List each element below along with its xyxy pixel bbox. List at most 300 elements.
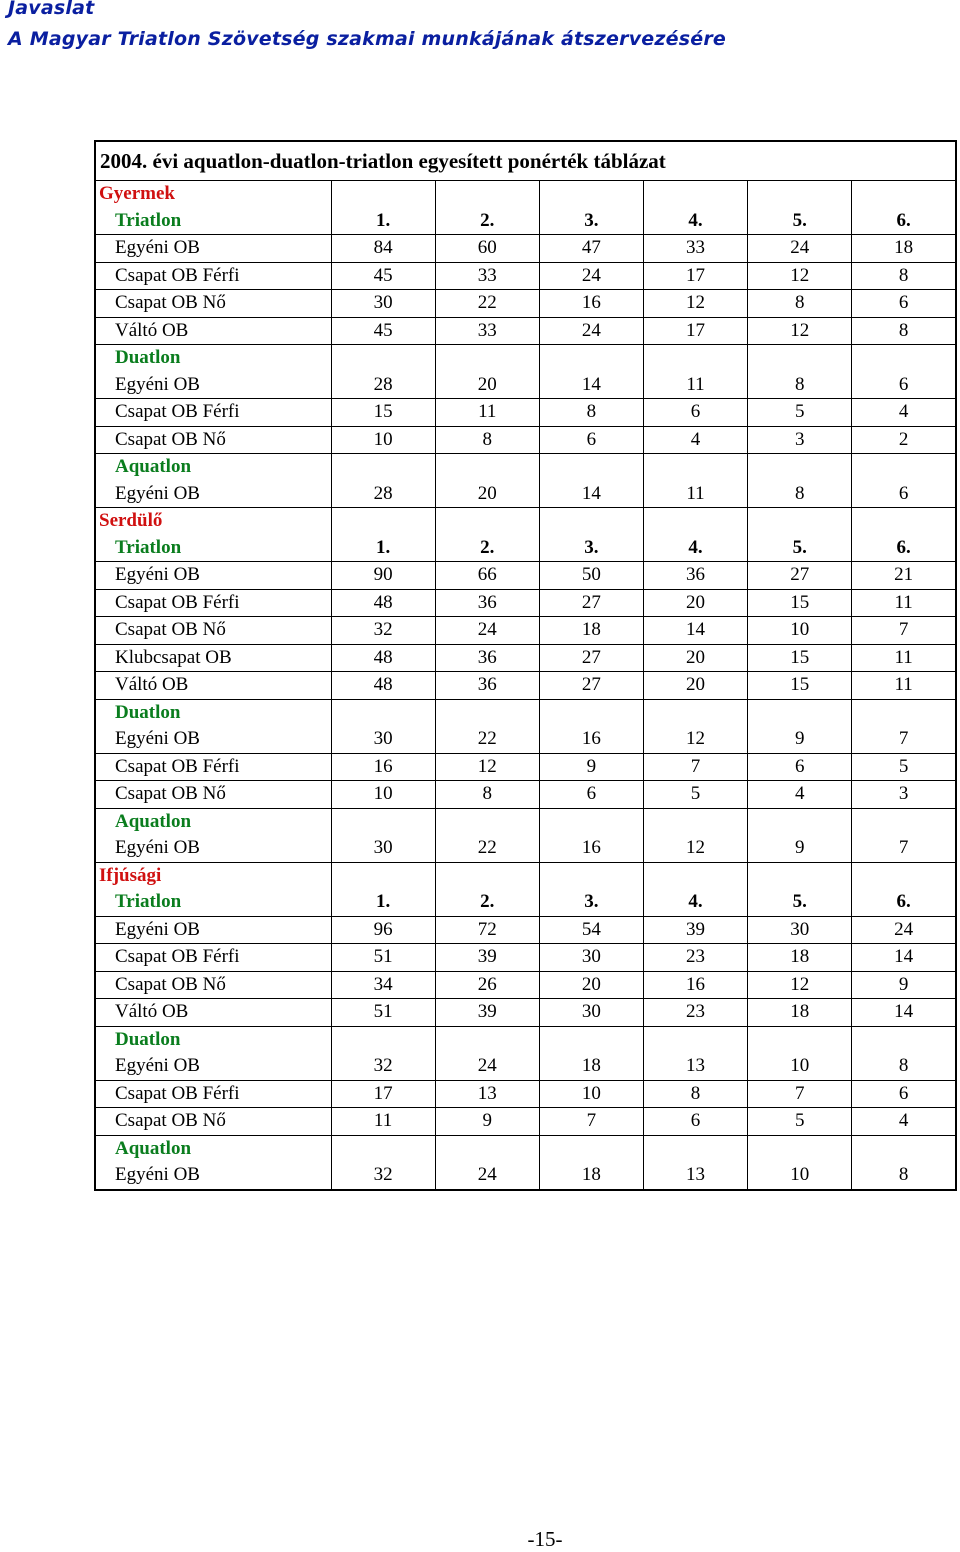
points-cell: 14 <box>643 617 747 645</box>
points-cell: 10 <box>539 1080 643 1108</box>
table-row <box>95 562 956 590</box>
points-cell: 84 <box>331 235 435 263</box>
points-cell: 8 <box>748 481 852 508</box>
points-cell <box>852 862 956 889</box>
rank-header-cell: 2. <box>435 208 539 235</box>
points-cell: 7 <box>852 835 956 862</box>
points-cell: 12 <box>748 317 852 345</box>
points-cell: 28 <box>331 372 435 399</box>
table-row <box>95 726 956 753</box>
points-cell: 7 <box>748 1080 852 1108</box>
age-group-row <box>95 508 956 535</box>
age-group-label: Ifjúsági <box>95 862 331 889</box>
points-cell <box>852 1135 956 1162</box>
points-cell: 28 <box>331 481 435 508</box>
points-cell: 8 <box>748 290 852 318</box>
table-row <box>95 753 956 781</box>
points-cell: 18 <box>852 235 956 263</box>
points-cell: 50 <box>539 562 643 590</box>
points-cell: 14 <box>852 999 956 1027</box>
points-cell: 24 <box>435 1053 539 1080</box>
points-cell <box>331 1026 435 1053</box>
table-row <box>95 372 956 399</box>
points-cell: 6 <box>643 1108 747 1136</box>
rank-header-cell: 5. <box>748 208 852 235</box>
discipline-label: Triatlon <box>95 535 331 562</box>
points-cell: 51 <box>331 999 435 1027</box>
points-cell <box>331 862 435 889</box>
event-label: Csapat OB Nő <box>95 781 331 809</box>
event-label: Egyéni OB <box>95 562 331 590</box>
points-cell <box>331 508 435 535</box>
points-cell: 17 <box>331 1080 435 1108</box>
points-cell: 24 <box>852 916 956 944</box>
rank-header-cell: 3. <box>539 889 643 916</box>
points-cell: 23 <box>643 999 747 1027</box>
points-cell: 11 <box>852 589 956 617</box>
points-cell: 6 <box>539 426 643 454</box>
table-row <box>95 1080 956 1108</box>
points-cell <box>539 454 643 481</box>
document-header-title: Javaslat <box>8 0 95 19</box>
table-row <box>95 1108 956 1136</box>
points-cell: 20 <box>643 589 747 617</box>
points-cell: 12 <box>643 290 747 318</box>
points-cell: 12 <box>435 753 539 781</box>
points-cell: 5 <box>643 781 747 809</box>
points-cell: 30 <box>539 999 643 1027</box>
points-cell: 9 <box>748 835 852 862</box>
rank-header-cell: 6. <box>852 889 956 916</box>
table-row <box>95 290 956 318</box>
points-cell: 5 <box>748 399 852 427</box>
points-cell <box>435 454 539 481</box>
points-cell: 13 <box>643 1162 747 1190</box>
table-row <box>95 617 956 645</box>
points-cell: 4 <box>852 1108 956 1136</box>
points-cell <box>539 862 643 889</box>
discipline-label: Duatlon <box>95 1026 331 1053</box>
rank-header-cell: 2. <box>435 535 539 562</box>
points-cell <box>539 1026 643 1053</box>
points-cell: 20 <box>643 644 747 672</box>
document-header-subtitle: A Magyar Triatlon Szövetség szakmai munkájának átszervezésére <box>8 28 726 50</box>
points-cell: 11 <box>852 644 956 672</box>
points-cell: 10 <box>748 617 852 645</box>
points-cell: 18 <box>748 999 852 1027</box>
points-cell: 22 <box>435 835 539 862</box>
points-cell: 7 <box>852 617 956 645</box>
table-row <box>95 262 956 290</box>
event-label: Csapat OB Férfi <box>95 1080 331 1108</box>
points-cell <box>852 508 956 535</box>
points-cell: 60 <box>435 235 539 263</box>
points-cell: 96 <box>331 916 435 944</box>
points-cell: 34 <box>331 971 435 999</box>
points-cell <box>331 345 435 372</box>
points-cell: 33 <box>435 262 539 290</box>
points-cell: 9 <box>539 753 643 781</box>
points-cell <box>852 808 956 835</box>
event-label: Egyéni OB <box>95 481 331 508</box>
points-cell <box>331 1135 435 1162</box>
points-cell <box>852 1026 956 1053</box>
points-cell: 10 <box>748 1053 852 1080</box>
discipline-row <box>95 535 956 562</box>
table-row <box>95 589 956 617</box>
points-cell: 8 <box>852 262 956 290</box>
points-cell <box>539 808 643 835</box>
event-label: Csapat OB Férfi <box>95 753 331 781</box>
points-cell <box>435 1135 539 1162</box>
points-cell: 27 <box>539 644 643 672</box>
discipline-row <box>95 889 956 916</box>
event-label: Csapat OB Nő <box>95 290 331 318</box>
points-cell: 18 <box>539 1162 643 1190</box>
rank-header-cell: 1. <box>331 535 435 562</box>
points-cell: 16 <box>539 835 643 862</box>
event-label: Csapat OB Nő <box>95 617 331 645</box>
points-cell <box>852 699 956 726</box>
points-cell: 45 <box>331 317 435 345</box>
points-cell: 13 <box>643 1053 747 1080</box>
points-cell: 14 <box>539 372 643 399</box>
table-row <box>95 481 956 508</box>
points-cell <box>331 699 435 726</box>
points-cell: 17 <box>643 317 747 345</box>
table-row <box>95 399 956 427</box>
points-cell: 48 <box>331 672 435 700</box>
points-cell <box>748 508 852 535</box>
event-label: Egyéni OB <box>95 1053 331 1080</box>
points-cell <box>331 454 435 481</box>
points-cell <box>643 699 747 726</box>
points-cell: 18 <box>539 1053 643 1080</box>
points-cell <box>748 862 852 889</box>
points-cell: 12 <box>643 835 747 862</box>
points-cell: 23 <box>643 944 747 972</box>
points-cell: 39 <box>643 916 747 944</box>
points-cell: 20 <box>643 672 747 700</box>
points-cell: 24 <box>435 1162 539 1190</box>
table-row <box>95 1053 956 1080</box>
rank-header-cell: 4. <box>643 208 747 235</box>
points-cell: 36 <box>643 562 747 590</box>
points-cell: 48 <box>331 644 435 672</box>
points-cell: 8 <box>852 1162 956 1190</box>
points-cell: 7 <box>852 726 956 753</box>
points-cell: 8 <box>539 399 643 427</box>
points-cell: 20 <box>435 481 539 508</box>
points-cell: 9 <box>435 1108 539 1136</box>
points-cell <box>435 862 539 889</box>
points-cell: 24 <box>539 317 643 345</box>
points-cell: 32 <box>331 617 435 645</box>
points-cell: 27 <box>539 589 643 617</box>
points-cell: 16 <box>539 290 643 318</box>
points-cell: 3 <box>748 426 852 454</box>
discipline-row <box>95 808 956 835</box>
event-label: Csapat OB Férfi <box>95 399 331 427</box>
points-cell <box>748 699 852 726</box>
event-label: Csapat OB Nő <box>95 426 331 454</box>
points-cell: 6 <box>643 399 747 427</box>
event-label: Váltó OB <box>95 999 331 1027</box>
discipline-row <box>95 208 956 235</box>
points-cell <box>643 862 747 889</box>
points-cell: 11 <box>852 672 956 700</box>
points-cell: 10 <box>331 781 435 809</box>
points-cell: 30 <box>748 916 852 944</box>
points-cell <box>435 699 539 726</box>
points-cell: 20 <box>539 971 643 999</box>
points-cell: 4 <box>852 399 956 427</box>
points-cell <box>748 345 852 372</box>
event-label: Egyéni OB <box>95 916 331 944</box>
points-cell: 30 <box>331 835 435 862</box>
rank-header-cell: 5. <box>748 889 852 916</box>
points-cell: 4 <box>643 426 747 454</box>
points-cell: 7 <box>539 1108 643 1136</box>
points-cell <box>748 181 852 208</box>
points-cell: 22 <box>435 290 539 318</box>
points-cell: 6 <box>852 1080 956 1108</box>
points-cell: 15 <box>331 399 435 427</box>
points-cell: 14 <box>852 944 956 972</box>
age-group-row <box>95 181 956 208</box>
points-cell <box>643 181 747 208</box>
points-cell <box>643 454 747 481</box>
points-cell: 22 <box>435 726 539 753</box>
points-cell: 8 <box>643 1080 747 1108</box>
discipline-row <box>95 454 956 481</box>
points-cell: 17 <box>643 262 747 290</box>
points-cell <box>435 808 539 835</box>
points-cell: 32 <box>331 1162 435 1190</box>
points-cell <box>435 1026 539 1053</box>
rank-header-cell: 2. <box>435 889 539 916</box>
points-cell: 15 <box>748 672 852 700</box>
table-row <box>95 1162 956 1190</box>
points-cell: 9 <box>852 971 956 999</box>
points-cell: 33 <box>435 317 539 345</box>
rank-header-cell: 3. <box>539 208 643 235</box>
points-cell: 12 <box>643 726 747 753</box>
table-row <box>95 317 956 345</box>
event-label: Egyéni OB <box>95 372 331 399</box>
points-cell <box>539 1135 643 1162</box>
points-cell: 14 <box>539 481 643 508</box>
points-cell: 7 <box>643 753 747 781</box>
rank-header-cell: 1. <box>331 889 435 916</box>
event-label: Csapat OB Nő <box>95 971 331 999</box>
points-cell <box>539 699 643 726</box>
points-cell <box>331 181 435 208</box>
points-cell <box>852 345 956 372</box>
table-row <box>95 944 956 972</box>
rank-header-cell: 4. <box>643 535 747 562</box>
points-cell <box>435 345 539 372</box>
points-cell: 16 <box>539 726 643 753</box>
points-cell <box>748 1026 852 1053</box>
points-cell: 21 <box>852 562 956 590</box>
points-cell: 10 <box>748 1162 852 1190</box>
points-cell <box>852 454 956 481</box>
points-cell: 3 <box>852 781 956 809</box>
event-label: Csapat OB Nő <box>95 1108 331 1136</box>
event-label: Csapat OB Férfi <box>95 262 331 290</box>
points-cell: 18 <box>539 617 643 645</box>
points-cell: 20 <box>435 372 539 399</box>
points-cell: 36 <box>435 644 539 672</box>
points-cell: 24 <box>435 617 539 645</box>
points-cell: 4 <box>748 781 852 809</box>
points-cell: 6 <box>852 481 956 508</box>
rank-header-cell: 6. <box>852 535 956 562</box>
points-cell: 18 <box>748 944 852 972</box>
event-label: Csapat OB Férfi <box>95 944 331 972</box>
discipline-label: Aquatlon <box>95 454 331 481</box>
event-label: Csapat OB Férfi <box>95 589 331 617</box>
points-cell: 12 <box>748 971 852 999</box>
points-cell: 11 <box>435 399 539 427</box>
rank-header-cell: 5. <box>748 535 852 562</box>
points-cell: 39 <box>435 999 539 1027</box>
points-cell: 27 <box>748 562 852 590</box>
points-cell: 72 <box>435 916 539 944</box>
event-label: Klubcsapat OB <box>95 644 331 672</box>
event-label: Egyéni OB <box>95 235 331 263</box>
discipline-label: Duatlon <box>95 345 331 372</box>
table-row <box>95 999 956 1027</box>
table-row <box>95 426 956 454</box>
points-cell <box>643 808 747 835</box>
table-row <box>95 971 956 999</box>
points-cell: 39 <box>435 944 539 972</box>
age-group-label: Gyermek <box>95 181 331 208</box>
points-cell: 26 <box>435 971 539 999</box>
discipline-label: Triatlon <box>95 208 331 235</box>
discipline-row <box>95 699 956 726</box>
points-cell: 11 <box>643 372 747 399</box>
points-cell <box>331 808 435 835</box>
discipline-row <box>95 1135 956 1162</box>
points-cell: 6 <box>748 753 852 781</box>
points-cell: 8 <box>435 426 539 454</box>
points-cell: 6 <box>539 781 643 809</box>
table-row <box>95 672 956 700</box>
points-cell: 30 <box>539 944 643 972</box>
points-cell: 15 <box>748 644 852 672</box>
event-label: Váltó OB <box>95 317 331 345</box>
event-label: Egyéni OB <box>95 835 331 862</box>
discipline-row <box>95 345 956 372</box>
points-cell <box>539 345 643 372</box>
page-number: -15- <box>527 1527 563 1551</box>
points-cell: 48 <box>331 589 435 617</box>
points-cell <box>643 508 747 535</box>
event-label: Váltó OB <box>95 672 331 700</box>
points-cell: 36 <box>435 672 539 700</box>
points-cell <box>748 1135 852 1162</box>
discipline-label: Aquatlon <box>95 808 331 835</box>
points-cell: 45 <box>331 262 435 290</box>
points-cell: 27 <box>539 672 643 700</box>
table-title: 2004. évi aquatlon-duatlon-triatlon egyesített ponérték táblázat <box>95 141 956 181</box>
points-cell: 36 <box>435 589 539 617</box>
age-group-row <box>95 862 956 889</box>
points-cell: 11 <box>643 481 747 508</box>
points-cell <box>539 181 643 208</box>
points-cell <box>435 181 539 208</box>
points-cell: 47 <box>539 235 643 263</box>
points-cell: 24 <box>539 262 643 290</box>
points-cell: 5 <box>748 1108 852 1136</box>
table-row <box>95 235 956 263</box>
points-cell: 24 <box>748 235 852 263</box>
points-cell: 5 <box>852 753 956 781</box>
points-cell: 30 <box>331 726 435 753</box>
points-cell: 8 <box>435 781 539 809</box>
points-cell: 54 <box>539 916 643 944</box>
points-cell <box>748 454 852 481</box>
points-cell: 11 <box>331 1108 435 1136</box>
points-cell: 32 <box>331 1053 435 1080</box>
points-cell: 9 <box>748 726 852 753</box>
rank-header-cell: 3. <box>539 535 643 562</box>
points-cell <box>852 181 956 208</box>
rank-header-cell: 6. <box>852 208 956 235</box>
discipline-label: Triatlon <box>95 889 331 916</box>
points-cell: 33 <box>643 235 747 263</box>
age-group-label: Serdülő <box>95 508 331 535</box>
points-cell: 51 <box>331 944 435 972</box>
points-cell <box>643 345 747 372</box>
table-row <box>95 835 956 862</box>
points-cell: 6 <box>852 372 956 399</box>
table-row <box>95 916 956 944</box>
points-cell: 10 <box>331 426 435 454</box>
points-cell: 66 <box>435 562 539 590</box>
points-cell: 13 <box>435 1080 539 1108</box>
points-cell: 8 <box>748 372 852 399</box>
points-cell: 8 <box>852 1053 956 1080</box>
points-cell: 8 <box>852 317 956 345</box>
points-cell: 12 <box>748 262 852 290</box>
points-cell: 90 <box>331 562 435 590</box>
points-table <box>94 140 957 1191</box>
points-cell: 16 <box>331 753 435 781</box>
points-cell <box>643 1135 747 1162</box>
points-cell: 2 <box>852 426 956 454</box>
rank-header-cell: 4. <box>643 889 747 916</box>
points-cell <box>435 508 539 535</box>
event-label: Egyéni OB <box>95 1162 331 1190</box>
discipline-row <box>95 1026 956 1053</box>
discipline-label: Aquatlon <box>95 1135 331 1162</box>
points-cell: 6 <box>852 290 956 318</box>
rank-header-cell: 1. <box>331 208 435 235</box>
discipline-label: Duatlon <box>95 699 331 726</box>
points-cell <box>643 1026 747 1053</box>
points-cell: 15 <box>748 589 852 617</box>
table-row <box>95 781 956 809</box>
event-label: Egyéni OB <box>95 726 331 753</box>
points-cell: 30 <box>331 290 435 318</box>
table-row <box>95 644 956 672</box>
points-cell: 16 <box>643 971 747 999</box>
points-cell <box>748 808 852 835</box>
